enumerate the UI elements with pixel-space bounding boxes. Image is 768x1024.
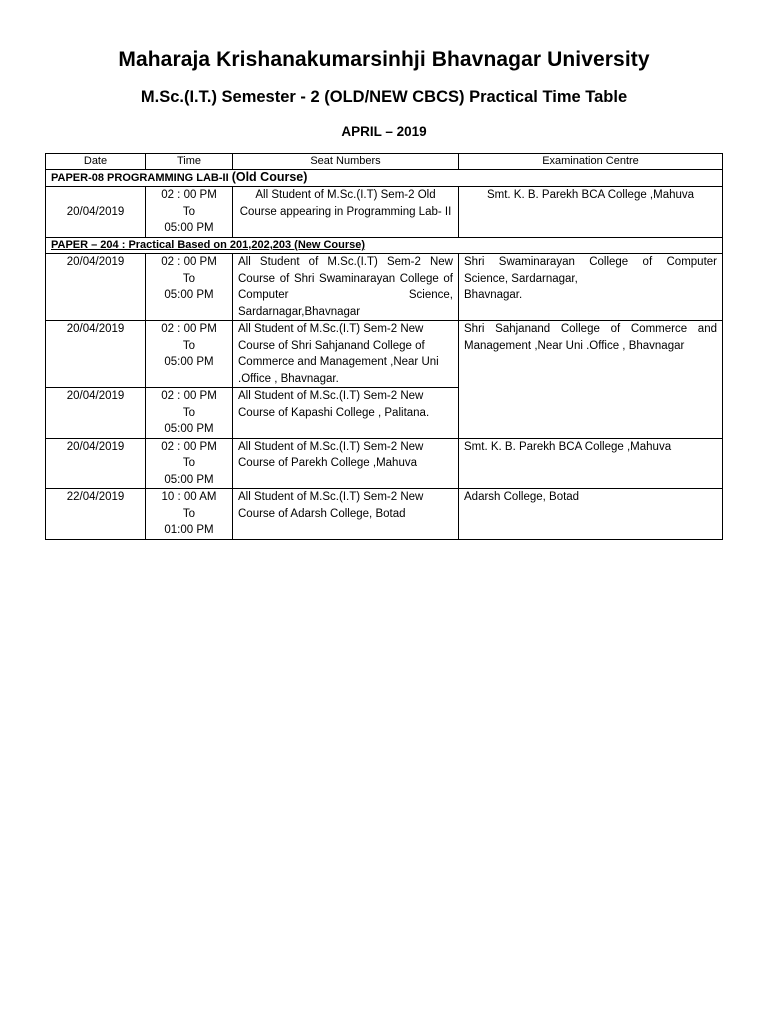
section-row-new-course	[46, 238, 723, 254]
date-cell: 20/04/2019	[46, 388, 146, 439]
time-cell	[146, 321, 233, 388]
table-row	[46, 489, 723, 540]
time-to: To	[182, 507, 196, 520]
section-row-old-course	[46, 170, 723, 187]
exam-centre-cell: Adarsh College, Botad	[459, 489, 723, 540]
exam-centre-line1: Shri Swaminarayan College of Computer Science, Sardarnagar,	[464, 256, 717, 285]
date-cell: 22/04/2019	[46, 489, 146, 540]
time-to: To	[182, 457, 196, 469]
table-row	[46, 187, 723, 238]
date-cell: 20/04/2019	[46, 254, 146, 321]
exam-centre-cell: Shri Sahjanand College of Commerce and Management ,Near Uni .Office , Bhavnagar	[459, 321, 723, 439]
seat-numbers-cell: All Student of M.Sc.(I.T) Sem-2 New Course of Shri Sahjanand College of Commerce and Management ,Near Uni .Office , Bhavnagar.	[233, 321, 459, 388]
column-header-examination-centre: Examination Centre	[459, 154, 723, 170]
seat-numbers-cell: All Student of M.Sc.(I.T) Sem-2 New Course of Parekh College ,Mahuva	[233, 438, 459, 489]
table-row	[46, 254, 723, 321]
time-start: 02 : 00 PM	[161, 390, 217, 402]
section-old-label: PAPER-08 PROGRAMMING LAB-II	[51, 172, 232, 184]
date-cell: 20/04/2019	[46, 321, 146, 388]
exam-centre-cell	[459, 254, 723, 321]
section-old-suffix: (Old Course)	[231, 170, 308, 184]
seat-numbers-cell: All Student of M.Sc.(I.T) Sem-2 New Course of Adarsh College, Botad	[233, 489, 459, 540]
time-cell	[146, 438, 233, 489]
time-end: 01:00 PM	[164, 524, 214, 536]
time-to: To	[182, 406, 196, 419]
time-start: 02 : 00 PM	[161, 256, 217, 268]
column-header-time: Time	[146, 154, 233, 170]
timetable	[45, 153, 723, 540]
seat-numbers-cell: All Student of M.Sc.(I.T) Sem-2 Old Course appearing in Programming Lab- II	[233, 187, 459, 238]
section-new-label: PAPER – 204 : Practical Based on 201,202,203 (New Course)	[51, 239, 366, 251]
time-to: To	[182, 205, 196, 218]
column-header-date: Date	[46, 154, 146, 170]
exam-month: APRIL – 2019	[341, 124, 427, 139]
exam-centre-line2: Bhavnagar.	[464, 289, 523, 301]
date-cell: 20/04/2019	[46, 438, 146, 489]
date-cell: 20/04/2019	[46, 187, 146, 238]
exam-centre-cell: Smt. K. B. Parekh BCA College ,Mahuva	[459, 438, 723, 489]
time-end: 05:00 PM	[164, 423, 214, 435]
time-end: 05:00 PM	[164, 222, 214, 234]
time-start: 02 : 00 PM	[161, 323, 217, 335]
table-header-row	[46, 154, 723, 170]
table-row	[46, 438, 723, 489]
seat-numbers-cell: All Student of M.Sc.(I.T) Sem-2 New Course of Kapashi College , Palitana.	[233, 388, 459, 439]
section-new-course	[46, 238, 723, 254]
time-cell	[146, 254, 233, 321]
exam-centre-cell: Smt. K. B. Parekh BCA College ,Mahuva	[459, 187, 723, 238]
time-start: 02 : 00 PM	[161, 440, 217, 453]
time-cell	[146, 187, 233, 238]
time-to: To	[182, 339, 196, 352]
table-row	[46, 321, 723, 388]
time-start: 10 : 00 AM	[161, 491, 217, 503]
time-end: 05:00 PM	[164, 356, 214, 368]
seat-numbers-cell: All Student of M.Sc.(I.T) Sem-2 New Course of Shri Swaminarayan College of Computer Science, Sardarnagar,Bhavnagar	[233, 254, 459, 321]
time-end: 05:00 PM	[164, 473, 214, 486]
time-cell	[146, 489, 233, 540]
timetable-subtitle: M.Sc.(I.T.) Semester - 2 (OLD/NEW CBCS) Practical Time Table	[140, 88, 628, 106]
university-title: Maharaja Krishanakumarsinhji Bhavnagar University	[118, 48, 650, 71]
section-old-course	[46, 170, 723, 187]
time-cell	[146, 388, 233, 439]
time-start: 02 : 00 PM	[161, 189, 217, 201]
time-end: 05:00 PM	[164, 289, 214, 301]
time-to: To	[182, 272, 196, 285]
column-header-seat-numbers: Seat Numbers	[233, 154, 459, 170]
